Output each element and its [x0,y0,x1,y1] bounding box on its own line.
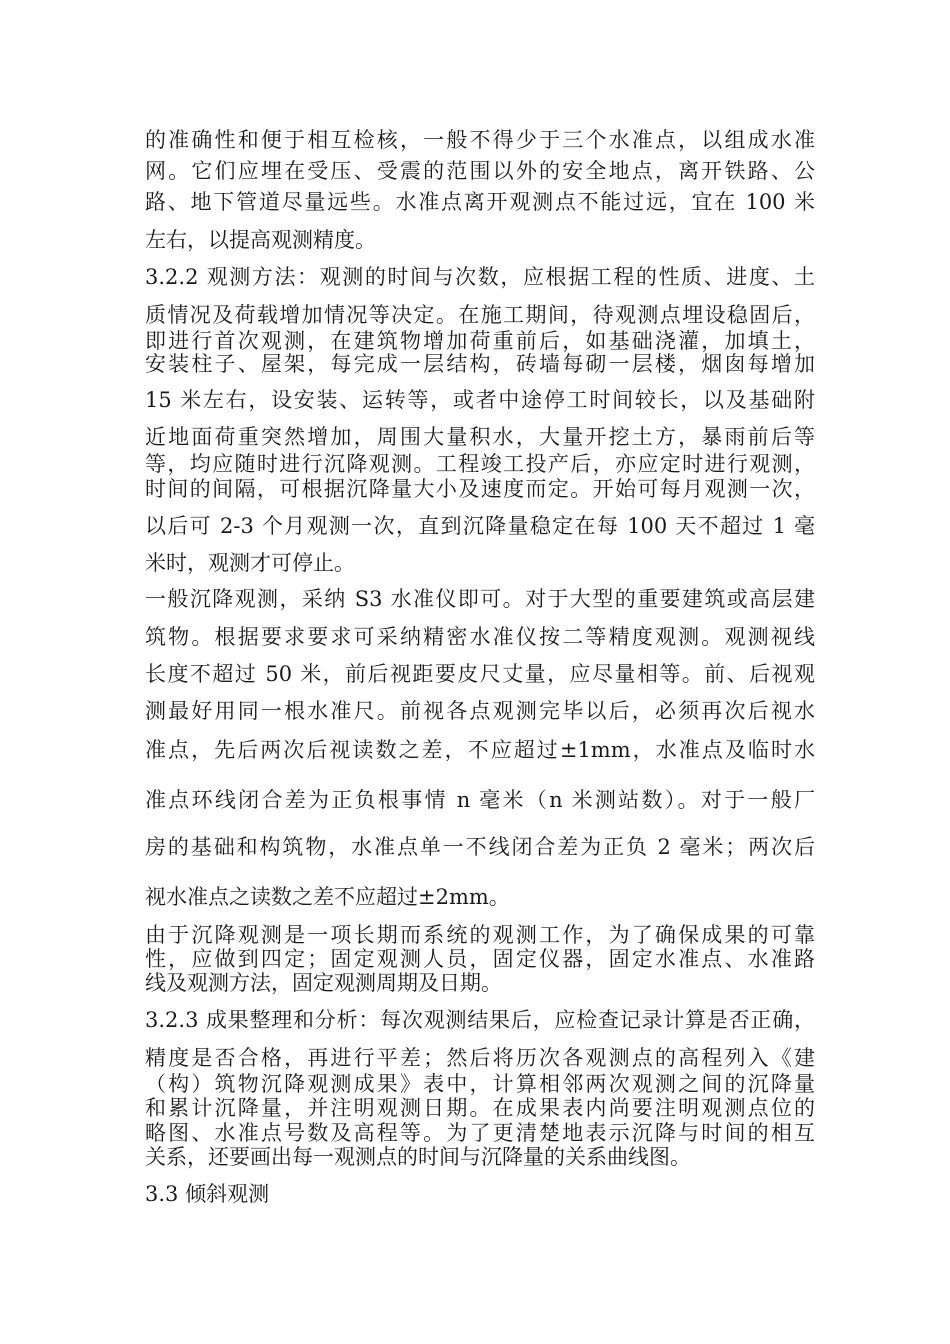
text-line: 房的基础和构筑物，水准点单一不线闭合差为正负 2 毫米；两次后 [145,835,815,859]
text-line: 一般沉降观测，采纳 S3 水准仪即可。对于大型的重要建筑或高层建 [145,587,815,611]
text-line: 网。它们应埋在受压、受震的范围以外的安全地点，离开铁路、公 [145,159,815,183]
text-line: 的准确性和便于相互检核，一般不得少于三个水准点，以组成水准 [145,128,815,152]
text-line: 准点，先后两次后视读数之差，不应超过±1mm，水准点及临时水 [145,738,815,762]
text-line: 视水准点之读数之差不应超过±2mm。 [145,885,510,909]
text-line: 以后可 2-3 个月观测一次，直到沉降量稳定在每 100 天不超过 1 毫 [145,514,815,538]
text-line: 路、地下管道尽量远些。水准点离开观测点不能过远，宜在 100 米 [145,190,815,214]
text-line: 近地面荷重突然增加，周围大量积水，大量开挖土方，暴雨前后等 [145,425,815,449]
text-line: 即进行首次观测，在建筑物增加荷重前后，如基础浇灌，加填土， [145,329,815,353]
text-line: 线及观测方法，固定观测周期及日期。 [145,971,502,995]
section-heading: 3.3 倾斜观测 [145,1182,270,1206]
text-line: 15 米左右，设安装、运转等，或者中途停工时间较长，以及基础附 [145,388,815,412]
text-line: 安装柱子、屋架，每完成一层结构，砖墙每砌一层楼，烟囱每增加 [145,352,815,376]
text-line: 测最好用同一根水准尺。前视各点观测完毕以后，必须再次后视水 [145,699,815,723]
text-line: 3.2.3 成果整理和分析：每次观测结果后，应检查记录计算是否正确， [145,1008,815,1032]
text-line: 质情况及荷载增加情况等决定。在施工期间，待观测点埋设稳固后， [145,303,815,327]
text-line: 时间的间隔，可根据沉降量大小及速度而定。开始可每月观测一次， [145,477,815,501]
text-line: 筑物。根据要求要求可采纳精密水准仪按二等精度观测。观测视线 [145,625,815,649]
text-line: 和累计沉降量，并注明观测日期。在成果表内尚要注明观测点位的 [145,1096,815,1120]
text-line: （构）筑物沉降观测成果》表中，计算相邻两次观测之间的沉降量 [145,1072,815,1096]
text-line: 左右，以提高观测精度。 [145,228,376,252]
text-line: 由于沉降观测是一项长期而系统的观测工作，为了确保成果的可靠 [145,923,815,947]
text-line: 精度是否合格，再进行平差；然后将历次各观测点的高程列入《建 [145,1046,815,1070]
text-line: 等，均应随时进行沉降观测。工程竣工投产后，亦应定时进行观测， [145,452,815,476]
text-line: 性，应做到四定；固定观测人员，固定仪器，固定水准点、水准路 [145,947,815,971]
text-line: 米时，观测才可停止。 [145,551,355,575]
text-line: 准点环线闭合差为正负根事情 n 毫米（n 米测站数）。对于一般厂 [145,788,815,812]
text-line: 略图、水准点号数及高程等。为了更清楚地表示沉降与时间的相互 [145,1121,815,1145]
text-line: 关系，还要画出每一观测点的时间与沉降量的关系曲线图。 [145,1145,691,1169]
text-line: 长度不超过 50 米，前后视距要皮尺丈量，应尽量相等。前、后视观 [145,662,815,686]
text-line: 3.2.2 观测方法：观测的时间与次数，应根据工程的性质、进度、土 [145,265,815,289]
